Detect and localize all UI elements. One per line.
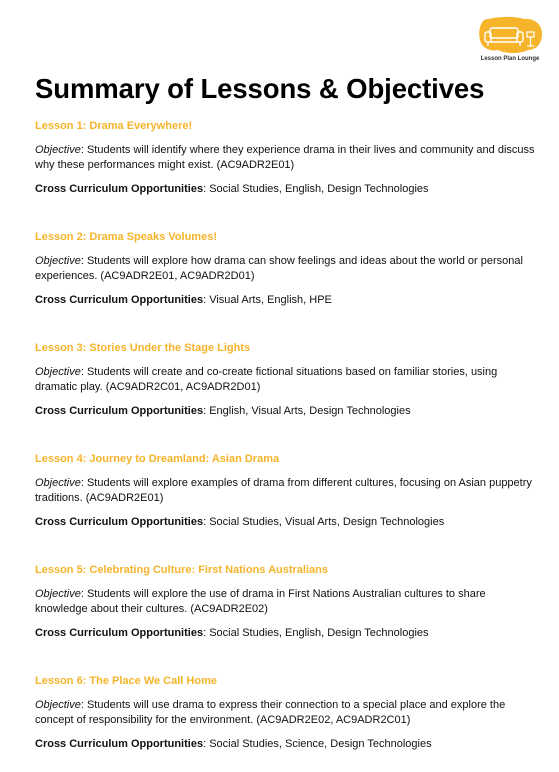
lesson-section (35, 231, 540, 308)
lesson-title: Lesson 2: Drama Speaks Volumes! (35, 231, 217, 243)
cross-curriculum-label: Cross Curriculum Opportunities (35, 294, 204, 306)
objective-label: Objective (35, 699, 81, 711)
lesson-title: Lesson 3: Stories Under the Stage Lights (35, 342, 251, 354)
page-title: Summary of Lessons & Objectives (35, 73, 485, 104)
objective-text: : Students will explore examples of drama from different cultures, focusing on Asian puppetry traditions. (AC9ADR2E01) (35, 477, 532, 504)
objective-text: : Students will create and co-create fictional situations based on familiar stories, using dramatic play. (AC9ADR2C01, AC9ADR2D01) (35, 366, 498, 393)
lesson-cross-curriculum (35, 182, 540, 197)
cross-curriculum-text: : Social Studies, English, Design Technologies (203, 627, 429, 639)
lesson-section (35, 564, 540, 641)
lesson-cross-curriculum (35, 515, 540, 530)
lesson-objective (35, 365, 540, 395)
lesson-plan-lounge-logo (476, 16, 544, 70)
lesson-objective (35, 476, 540, 506)
objective-text: : Students will use drama to express their connection to a special place and explore the concept of responsibility for the environment. (AC9ADR2E02, AC9ADR2C01) (35, 699, 506, 726)
cross-curriculum-text: : Social Studies, Visual Arts, Design Technologies (203, 516, 445, 528)
cross-curriculum-text: : Visual Arts, English, HPE (203, 294, 332, 306)
objective-text: : Students will explore the use of drama in First Nations Australian cultures to share knowledge about their cultures. (AC9ADR2E02) (35, 588, 486, 615)
objective-text: : Students will identify where they experience drama in their lives and community and discuss why these performances might exist. (AC9ADR2E01) (35, 144, 535, 171)
lesson-section (35, 453, 540, 530)
objective-label: Objective (35, 588, 81, 600)
cross-curriculum-label: Cross Curriculum Opportunities (35, 183, 204, 195)
lesson-section (35, 342, 540, 419)
objective-label: Objective (35, 144, 81, 156)
lesson-title: Lesson 1: Drama Everywhere! (35, 120, 193, 132)
objective-label: Objective (35, 366, 81, 378)
cross-curriculum-text: : Social Studies, Science, Design Technologies (203, 738, 432, 750)
lesson-section (35, 675, 540, 752)
cross-curriculum-label: Cross Curriculum Opportunities (35, 516, 204, 528)
lesson-title: Lesson 4: Journey to Dreamland: Asian Drama (35, 453, 280, 465)
lesson-objective (35, 143, 540, 173)
lounge-sofa-icon (476, 16, 544, 56)
cross-curriculum-label: Cross Curriculum Opportunities (35, 405, 204, 417)
lesson-objective (35, 254, 540, 284)
lesson-objective (35, 698, 540, 728)
lesson-title: Lesson 5: Celebrating Culture: First Nations Australians (35, 564, 328, 576)
lesson-objective (35, 587, 540, 617)
objective-label: Objective (35, 255, 81, 267)
cross-curriculum-text: : Social Studies, English, Design Technologies (203, 183, 429, 195)
lesson-cross-curriculum (35, 737, 540, 752)
objective-label: Objective (35, 477, 81, 489)
objective-text: : Students will explore how drama can show feelings and ideas about the world or personal experiences. (AC9ADR2E01, AC9ADR2D01) (35, 255, 523, 282)
cross-curriculum-label: Cross Curriculum Opportunities (35, 738, 204, 750)
lesson-section (35, 120, 540, 197)
cross-curriculum-text: : English, Visual Arts, Design Technologies (203, 405, 411, 417)
lesson-title: Lesson 6: The Place We Call Home (35, 675, 217, 687)
lesson-cross-curriculum (35, 626, 540, 641)
logo-text: Lesson Plan Lounge (480, 56, 540, 62)
cross-curriculum-label: Cross Curriculum Opportunities (35, 627, 204, 639)
lesson-cross-curriculum (35, 293, 540, 308)
lesson-cross-curriculum (35, 404, 540, 419)
